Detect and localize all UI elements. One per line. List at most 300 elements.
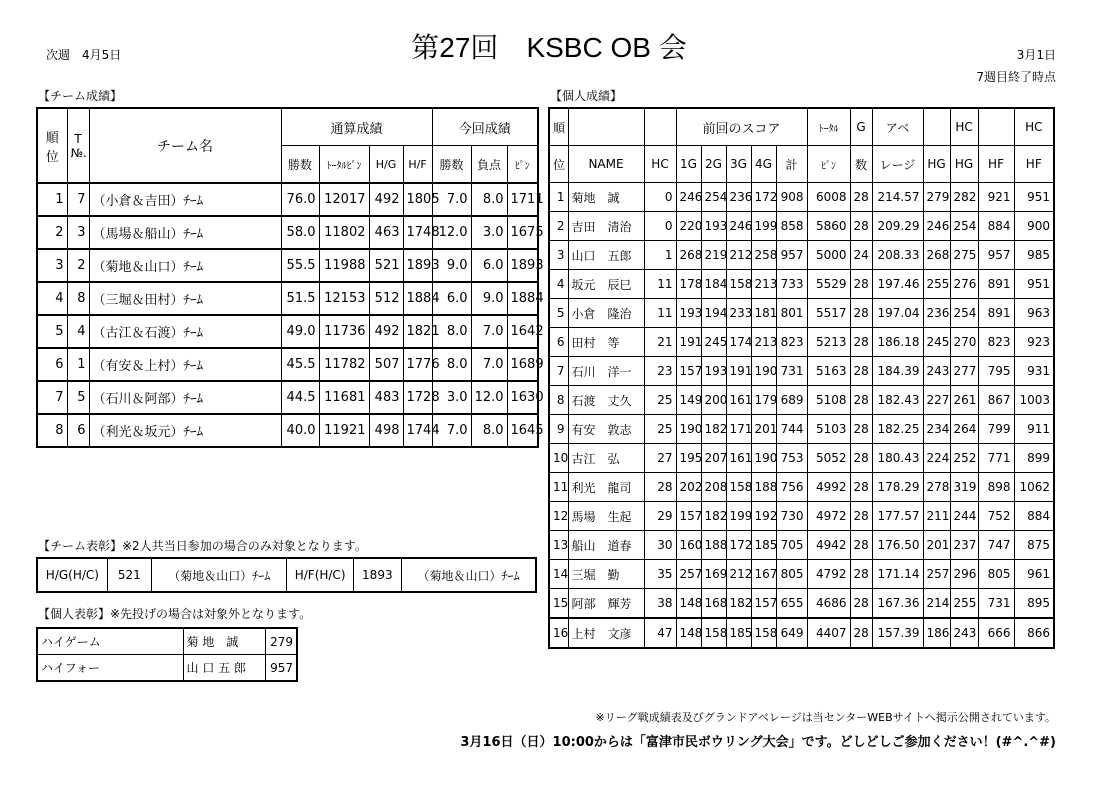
- col-rank-top: 順: [549, 108, 568, 146]
- player-row: [549, 531, 1054, 560]
- player-g1: 193: [676, 299, 701, 328]
- player-hc-hg: 252: [950, 444, 978, 473]
- player-hf: 957: [978, 241, 1014, 270]
- player-hc-hg: 255: [950, 589, 978, 619]
- team-rank: 3: [37, 249, 67, 282]
- col-4g: 4G: [751, 146, 776, 183]
- player-hf: 747: [978, 531, 1014, 560]
- player-hc-hg: 275: [950, 241, 978, 270]
- player-hc: 25: [644, 386, 676, 415]
- team-cur-losses: 7.0: [471, 348, 507, 381]
- player-average: 171.14: [872, 560, 923, 589]
- player-name: 古江 弘: [568, 444, 644, 473]
- player-name: 上村 文彦: [568, 618, 644, 648]
- player-games: 28: [850, 502, 872, 531]
- player-row: [549, 502, 1054, 531]
- player-g1: 268: [676, 241, 701, 270]
- player-games: 28: [850, 357, 872, 386]
- player-games: 28: [850, 270, 872, 299]
- player-g4: 213: [751, 270, 776, 299]
- player-rank: 5: [549, 299, 568, 328]
- player-hf: 771: [978, 444, 1014, 473]
- player-hf: 799: [978, 415, 1014, 444]
- player-hc: 23: [644, 357, 676, 386]
- player-sum: 756: [776, 473, 807, 502]
- player-name: 有安 敦志: [568, 415, 644, 444]
- award-score: 957: [265, 655, 297, 682]
- col-sum: 計: [776, 146, 807, 183]
- player-g2: 254: [701, 183, 726, 212]
- player-row: [549, 415, 1054, 444]
- player-hf: 898: [978, 473, 1014, 502]
- team-cur-losses: 12.0: [471, 381, 507, 414]
- player-g1: 257: [676, 560, 701, 589]
- player-hc-hf: 899: [1014, 444, 1054, 473]
- player-total-pins: 4942: [807, 531, 850, 560]
- player-name: 田村 等: [568, 328, 644, 357]
- award-type: ハイゲーム: [37, 628, 183, 655]
- player-g4: 199: [751, 212, 776, 241]
- player-average: 176.50: [872, 531, 923, 560]
- team-total-pins: 11736: [319, 315, 369, 348]
- team-total-pins: 11782: [319, 348, 369, 381]
- player-hf: 867: [978, 386, 1014, 415]
- player-g4: 201: [751, 415, 776, 444]
- player-average: 157.39: [872, 618, 923, 648]
- team-row: [37, 216, 538, 249]
- player-hc-hg: 270: [950, 328, 978, 357]
- player-g2: 208: [701, 473, 726, 502]
- player-row: [549, 386, 1054, 415]
- player-hc: 11: [644, 299, 676, 328]
- player-hc-hf: 951: [1014, 183, 1054, 212]
- player-games: 28: [850, 531, 872, 560]
- player-g2: 194: [701, 299, 726, 328]
- team-cur-wins: 7.0: [432, 183, 471, 216]
- player-rank: 10: [549, 444, 568, 473]
- team-hf: 1744: [403, 414, 432, 447]
- player-g3: 161: [726, 386, 751, 415]
- team-cur-wins: 8.0: [432, 315, 471, 348]
- player-rank: 7: [549, 357, 568, 386]
- team-cur-wins: 12.0: [432, 216, 471, 249]
- player-sum: 731: [776, 357, 807, 386]
- player-row: [549, 444, 1054, 473]
- team-cur-pins: 1711: [507, 183, 538, 216]
- team-rank: 5: [37, 315, 67, 348]
- player-g2: 168: [701, 589, 726, 619]
- player-g4: 258: [751, 241, 776, 270]
- player-hg: 236: [923, 299, 950, 328]
- player-sum: 753: [776, 444, 807, 473]
- individual-standings-table: [548, 107, 1055, 649]
- team-number: 3: [67, 216, 89, 249]
- team-rank: 7: [37, 381, 67, 414]
- player-games: 28: [850, 415, 872, 444]
- player-name: 坂元 辰巳: [568, 270, 644, 299]
- player-g1: 160: [676, 531, 701, 560]
- col-losses: 負点: [471, 146, 507, 184]
- player-hg: 279: [923, 183, 950, 212]
- player-rank: 15: [549, 589, 568, 619]
- player-total-pins: 5108: [807, 386, 850, 415]
- footer-announcement: 3月16日（日）10:00からは「富津市民ボウリング大会」です。どしどしご参加ください！(#^.^#): [460, 735, 1056, 750]
- player-games: 28: [850, 473, 872, 502]
- player-hc-hf: 1062: [1014, 473, 1054, 502]
- player-g1: 220: [676, 212, 701, 241]
- col-total-top: ﾄｰﾀﾙ: [807, 108, 850, 146]
- team-name: （利光＆坂元）ﾁｰﾑ: [89, 414, 281, 447]
- player-hc-hg: 277: [950, 357, 978, 386]
- player-hc-hf: 961: [1014, 560, 1054, 589]
- player-row: [549, 357, 1054, 386]
- team-hf: 1728: [403, 381, 432, 414]
- award-type: ハイフォー: [37, 655, 183, 682]
- player-hf: 731: [978, 589, 1014, 619]
- player-hg: 234: [923, 415, 950, 444]
- team-wins: 58.0: [281, 216, 319, 249]
- player-g4: 192: [751, 502, 776, 531]
- title-edition: 第27回: [411, 32, 499, 63]
- team-name: （有安＆上村）ﾁｰﾑ: [89, 348, 281, 381]
- team-cur-wins: 9.0: [432, 249, 471, 282]
- team-number: 4: [67, 315, 89, 348]
- player-g3: 212: [726, 241, 751, 270]
- team-total-pins: 11802: [319, 216, 369, 249]
- player-g4: 167: [751, 560, 776, 589]
- team-rank: 6: [37, 348, 67, 381]
- player-name: 馬場 生起: [568, 502, 644, 531]
- team-hf: 1821: [403, 315, 432, 348]
- player-games: 28: [850, 444, 872, 473]
- player-games: 28: [850, 560, 872, 589]
- col-hf: HF: [978, 146, 1014, 183]
- player-average: 208.33: [872, 241, 923, 270]
- player-hf: 666: [978, 618, 1014, 648]
- team-cur-pins: 1893: [507, 249, 538, 282]
- col-rank-bot: 位: [549, 146, 568, 183]
- player-g3: 185: [726, 618, 751, 648]
- team-number: 1: [67, 348, 89, 381]
- player-hc: 27: [644, 444, 676, 473]
- player-g1: 157: [676, 357, 701, 386]
- col-hf: H/F: [403, 146, 432, 184]
- team-hf: 1893: [403, 249, 432, 282]
- col-1g: 1G: [676, 146, 701, 183]
- player-rank: 8: [549, 386, 568, 415]
- team-row: [37, 183, 538, 216]
- award-name: 菊 地 誠: [183, 628, 265, 655]
- player-name: 小倉 隆治: [568, 299, 644, 328]
- player-hf: 795: [978, 357, 1014, 386]
- player-name: 石川 洋一: [568, 357, 644, 386]
- player-hc-hg: 254: [950, 212, 978, 241]
- footer-note: ※リーグ戦成績表及びグランドアベレージは当センターWEBサイトへ掲示公開されています。: [595, 711, 1056, 724]
- player-hc-hf: 1003: [1014, 386, 1054, 415]
- player-hf: 921: [978, 183, 1014, 212]
- team-award-table: [36, 557, 537, 593]
- player-hg: 201: [923, 531, 950, 560]
- indiv-award-label: 【個人表彰】※先投げの場合は対象外となります。: [38, 607, 312, 621]
- player-g1: 149: [676, 386, 701, 415]
- team-section-label: 【チーム成績】: [38, 89, 123, 103]
- player-total-pins: 4686: [807, 589, 850, 619]
- col-hc: HC: [644, 146, 676, 183]
- player-g3: 233: [726, 299, 751, 328]
- team-name: （古江＆石渡）ﾁｰﾑ: [89, 315, 281, 348]
- player-sum: 733: [776, 270, 807, 299]
- player-hc-hg: 243: [950, 618, 978, 648]
- team-cur-losses: 7.0: [471, 315, 507, 348]
- col-wins: 勝数: [281, 146, 319, 184]
- team-rank: 1: [37, 183, 67, 216]
- player-hg: 243: [923, 357, 950, 386]
- player-g2: 193: [701, 212, 726, 241]
- team-award-hf-team: （菊地＆山口）ﾁｰﾑ: [401, 558, 536, 592]
- team-hf: 1805: [403, 183, 432, 216]
- player-hc: 38: [644, 589, 676, 619]
- player-games: 24: [850, 241, 872, 270]
- next-week-date: 次週 4月5日: [46, 48, 122, 62]
- player-hc-hg: 261: [950, 386, 978, 415]
- team-number: 2: [67, 249, 89, 282]
- player-name: 菊地 誠: [568, 183, 644, 212]
- player-row: [549, 299, 1054, 328]
- player-hc-hg: 237: [950, 531, 978, 560]
- player-hc: 0: [644, 183, 676, 212]
- player-g4: 158: [751, 618, 776, 648]
- player-g1: 202: [676, 473, 701, 502]
- player-average: 184.39: [872, 357, 923, 386]
- player-games: 28: [850, 212, 872, 241]
- player-rank: 14: [549, 560, 568, 589]
- player-g1: 195: [676, 444, 701, 473]
- player-sum: 705: [776, 531, 807, 560]
- player-total-pins: 5529: [807, 270, 850, 299]
- team-total-pins: 11921: [319, 414, 369, 447]
- team-award-hg-team: （菊地＆山口）ﾁｰﾑ: [151, 558, 287, 592]
- player-total-pins: 4407: [807, 618, 850, 648]
- player-row: [549, 270, 1054, 299]
- team-total-pins: 11681: [319, 381, 369, 414]
- player-g1: 246: [676, 183, 701, 212]
- team-hf: 1884: [403, 282, 432, 315]
- player-average: 180.43: [872, 444, 923, 473]
- team-cur-losses: 8.0: [471, 414, 507, 447]
- player-hc-hf: 951: [1014, 270, 1054, 299]
- col-g-bot: 数: [850, 146, 872, 183]
- player-hc-hg: 319: [950, 473, 978, 502]
- player-hg: 227: [923, 386, 950, 415]
- team-cur-wins: 7.0: [432, 414, 471, 447]
- team-cur-pins: 1630: [507, 381, 538, 414]
- team-hf: 1776: [403, 348, 432, 381]
- team-cur-pins: 1675: [507, 216, 538, 249]
- player-g1: 178: [676, 270, 701, 299]
- award-score: 279: [265, 628, 297, 655]
- player-name: 吉田 清治: [568, 212, 644, 241]
- team-total-pins: 12017: [319, 183, 369, 216]
- team-rank: 2: [37, 216, 67, 249]
- player-g3: 158: [726, 473, 751, 502]
- player-hf: 891: [978, 270, 1014, 299]
- col-avg-top: アベ: [872, 108, 923, 146]
- player-average: 209.29: [872, 212, 923, 241]
- player-total-pins: 4992: [807, 473, 850, 502]
- player-g3: 212: [726, 560, 751, 589]
- player-sum: 744: [776, 415, 807, 444]
- player-name: 利光 龍司: [568, 473, 644, 502]
- player-rank: 12: [549, 502, 568, 531]
- player-hc-hf: 866: [1014, 618, 1054, 648]
- player-sum: 823: [776, 328, 807, 357]
- team-cur-pins: 1645: [507, 414, 538, 447]
- team-hg: 492: [369, 315, 403, 348]
- player-hc: 28: [644, 473, 676, 502]
- player-total-pins: 5000: [807, 241, 850, 270]
- player-hg: 268: [923, 241, 950, 270]
- team-cur-pins: 1884: [507, 282, 538, 315]
- col-total-pins: ﾄｰﾀﾙﾋﾟﾝ: [319, 146, 369, 184]
- player-row: [549, 589, 1054, 619]
- team-wins: 55.5: [281, 249, 319, 282]
- team-total-pins: 12153: [319, 282, 369, 315]
- player-hc-hg: 264: [950, 415, 978, 444]
- indiv-award-row: [37, 628, 297, 655]
- col-hchg-top: HC: [950, 108, 978, 146]
- player-row: [549, 241, 1054, 270]
- team-number: 8: [67, 282, 89, 315]
- team-wins: 40.0: [281, 414, 319, 447]
- col-prev-score: 前回のスコア: [676, 108, 807, 146]
- team-hg: 492: [369, 183, 403, 216]
- team-award-label: 【チーム表彰】※2人共当日参加の場合のみ対象となります。: [38, 539, 367, 553]
- player-g2: 184: [701, 270, 726, 299]
- player-hg: 211: [923, 502, 950, 531]
- team-cur-wins: 6.0: [432, 282, 471, 315]
- team-cur-losses: 6.0: [471, 249, 507, 282]
- player-row: [549, 212, 1054, 241]
- player-g2: 182: [701, 415, 726, 444]
- team-award-hg-label: H/G(H/C): [37, 558, 107, 592]
- player-sum: 689: [776, 386, 807, 415]
- col-team-name: チーム名: [89, 108, 281, 183]
- player-hc: 35: [644, 560, 676, 589]
- player-hc-hf: 900: [1014, 212, 1054, 241]
- team-row: [37, 315, 538, 348]
- player-average: 197.46: [872, 270, 923, 299]
- col-3g: 3G: [726, 146, 751, 183]
- player-hf: 891: [978, 299, 1014, 328]
- player-sum: 908: [776, 183, 807, 212]
- player-g4: 181: [751, 299, 776, 328]
- player-hf: 805: [978, 560, 1014, 589]
- player-g3: 246: [726, 212, 751, 241]
- player-hc: 29: [644, 502, 676, 531]
- player-rank: 11: [549, 473, 568, 502]
- team-rank: 4: [37, 282, 67, 315]
- player-g2: 182: [701, 502, 726, 531]
- player-average: 186.18: [872, 328, 923, 357]
- col-g-top: G: [850, 108, 872, 146]
- player-hc-hf: 884: [1014, 502, 1054, 531]
- player-g4: 185: [751, 531, 776, 560]
- player-average: 177.57: [872, 502, 923, 531]
- player-g2: 158: [701, 618, 726, 648]
- player-hc: 21: [644, 328, 676, 357]
- player-games: 28: [850, 299, 872, 328]
- player-hc-hf: 895: [1014, 589, 1054, 619]
- team-name: （馬場＆船山）ﾁｰﾑ: [89, 216, 281, 249]
- player-hf: 823: [978, 328, 1014, 357]
- player-hc-hg: 282: [950, 183, 978, 212]
- player-sum: 655: [776, 589, 807, 619]
- player-games: 28: [850, 183, 872, 212]
- team-hg: 498: [369, 414, 403, 447]
- col-hchg: HG: [950, 146, 978, 183]
- col-name: NAME: [568, 146, 644, 183]
- player-g2: 188: [701, 531, 726, 560]
- player-hc: 47: [644, 618, 676, 648]
- team-cur-pins: 1642: [507, 315, 538, 348]
- player-games: 28: [850, 328, 872, 357]
- player-g1: 148: [676, 589, 701, 619]
- col-cumulative: 通算成績: [281, 108, 432, 146]
- col-current: 今回成績: [432, 108, 538, 146]
- player-hc: 30: [644, 531, 676, 560]
- player-hg: 255: [923, 270, 950, 299]
- team-wins: 76.0: [281, 183, 319, 216]
- team-award-hg-value: 521: [107, 558, 151, 592]
- team-row: [37, 249, 538, 282]
- team-wins: 44.5: [281, 381, 319, 414]
- player-hc: 1: [644, 241, 676, 270]
- player-g1: 190: [676, 415, 701, 444]
- team-cur-losses: 9.0: [471, 282, 507, 315]
- player-average: 167.36: [872, 589, 923, 619]
- player-hc-hf: 923: [1014, 328, 1054, 357]
- team-name: （菊地＆山口）ﾁｰﾑ: [89, 249, 281, 282]
- player-g2: 169: [701, 560, 726, 589]
- col-hg: H/G: [369, 146, 403, 184]
- player-hc-hg: 296: [950, 560, 978, 589]
- col-2g: 2G: [701, 146, 726, 183]
- team-number: 5: [67, 381, 89, 414]
- player-average: 182.25: [872, 415, 923, 444]
- title-main: KSBC OB 会: [526, 32, 687, 63]
- player-total-pins: 5103: [807, 415, 850, 444]
- player-g2: 219: [701, 241, 726, 270]
- individual-section-label: 【個人成績】: [550, 89, 623, 103]
- player-rank: 6: [549, 328, 568, 357]
- player-average: 182.43: [872, 386, 923, 415]
- team-number: 7: [67, 183, 89, 216]
- team-hg: 463: [369, 216, 403, 249]
- player-g3: 172: [726, 531, 751, 560]
- player-rank: 9: [549, 415, 568, 444]
- player-g3: 161: [726, 444, 751, 473]
- player-g3: 191: [726, 357, 751, 386]
- player-total-pins: 5860: [807, 212, 850, 241]
- player-hf: 752: [978, 502, 1014, 531]
- team-cur-losses: 3.0: [471, 216, 507, 249]
- player-row: [549, 618, 1054, 648]
- team-number: 6: [67, 414, 89, 447]
- player-g4: 172: [751, 183, 776, 212]
- player-g2: 193: [701, 357, 726, 386]
- player-name: 山口 五郎: [568, 241, 644, 270]
- player-total-pins: 6008: [807, 183, 850, 212]
